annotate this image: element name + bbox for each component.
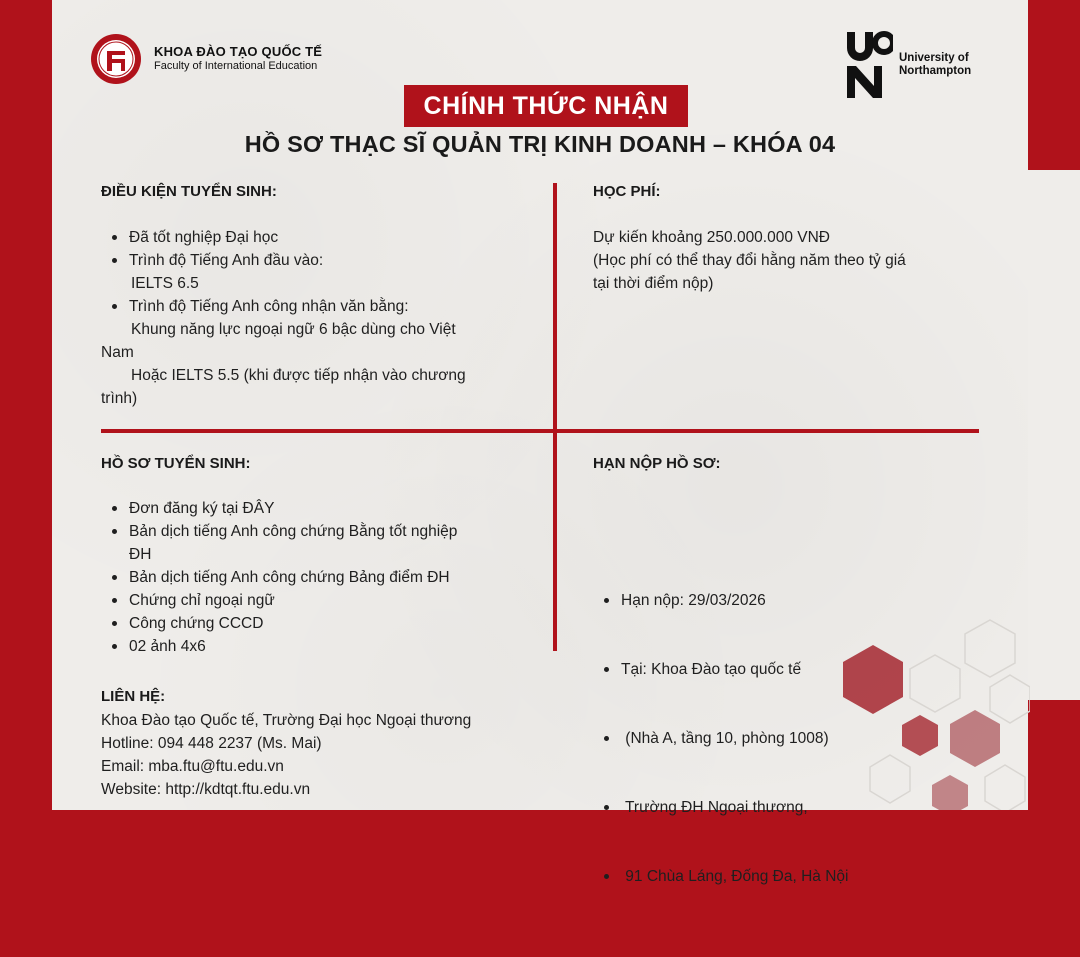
northampton-logo <box>845 30 971 100</box>
horizontal-divider <box>101 429 979 433</box>
list-item: Chứng chỉ ngoại ngữ <box>101 589 546 612</box>
list-item: Bản dịch tiếng Anh công chứng Bằng tốt nghiệp <box>101 520 546 543</box>
list-item: Đã tốt nghiệp Đại học <box>101 226 541 249</box>
list-item: (Nhà A, tầng 10, phòng 1008) <box>593 727 973 750</box>
faculty-name-en: Faculty of International Education <box>154 60 318 73</box>
ftu-logo <box>90 33 322 85</box>
list-item: Hạn nộp: 29/03/2026 <box>593 589 973 612</box>
official-badge: CHÍNH THỨC NHẬN <box>404 85 688 127</box>
tuition-text <box>593 226 993 295</box>
deadline-title: HẠN NỘP HỒ SƠ: <box>593 455 721 472</box>
tuition-amount: Dự kiến khoảng 250.000.000 VNĐ <box>593 229 831 246</box>
documents-title: HỒ SƠ TUYỂN SINH: <box>101 455 251 472</box>
right-border <box>1028 0 1080 810</box>
list-item: Trình độ Tiếng Anh công nhận văn bằng: <box>101 295 541 318</box>
list-subitem-cont: trình) <box>101 390 138 407</box>
list-subitem: Hoặc IELTS 5.5 (khi được tiếp nhận vào chương <box>131 367 466 384</box>
contact-email: Email: mba.ftu@ftu.edu.vn <box>101 758 284 775</box>
contact-info <box>101 709 561 801</box>
list-item: Bản dịch tiếng Anh công chứng Bảng điểm ĐH <box>101 566 546 589</box>
list-item: Công chứng CCCD <box>101 612 546 635</box>
contact-website: Website: http://kdtqt.ftu.edu.vn <box>101 781 311 798</box>
list-item: Trình độ Tiếng Anh đầu vào: <box>101 249 541 272</box>
list-item: Tại: Khoa Đào tạo quốc tế <box>593 658 973 681</box>
tuition-note-line1: (Học phí có thể thay đổi hằng năm theo tỷ giá <box>593 252 906 269</box>
partner-name-line2: Northampton <box>899 65 972 77</box>
eligibility-title: ĐIỀU KIỆN TUYỂN SINH: <box>101 183 277 200</box>
partner-name-line1: University of <box>899 52 969 65</box>
contact-organization: Khoa Đào tạo Quốc tế, Trường Đại học Ngoại thương <box>101 712 472 729</box>
list-item: 02 ảnh 4x6 <box>101 635 546 658</box>
list-subitem: IELTS 6.5 <box>131 275 199 292</box>
page-title: HỒ SƠ THẠC SĨ QUẢN TRỊ KINH DOANH – KHÓA 04 <box>244 131 836 157</box>
list-item-cont: ĐH <box>129 546 152 563</box>
list-item: 91 Chùa Láng, Đống Đa, Hà Nội <box>593 865 973 888</box>
ftu-seal-icon <box>90 33 142 85</box>
contact-title: LIÊN HỆ: <box>101 688 166 705</box>
hexagon-decoration-icon <box>830 615 1030 810</box>
tuition-note-line2: tại thời điểm nộp) <box>593 275 714 292</box>
documents-list <box>101 497 546 658</box>
faculty-name-vn: KHOA ĐÀO TẠO QUỐC TẾ <box>154 44 323 60</box>
uon-logo-mark-icon <box>845 30 893 100</box>
list-item: Trường ĐH Ngoại thương, <box>593 796 973 819</box>
vertical-divider <box>553 183 557 651</box>
eligibility-list <box>101 226 541 410</box>
contact-hotline: Hotline: 094 448 2237 (Ms. Mai) <box>101 735 322 752</box>
list-item: Đơn đăng ký tại ĐÂY <box>101 497 546 520</box>
list-subitem: Khung năng lực ngoại ngữ 6 bậc dùng cho Việt <box>131 321 456 338</box>
tuition-title: HỌC PHÍ: <box>593 183 661 200</box>
left-red-border <box>0 0 52 810</box>
list-subitem-cont: Nam <box>101 344 134 361</box>
